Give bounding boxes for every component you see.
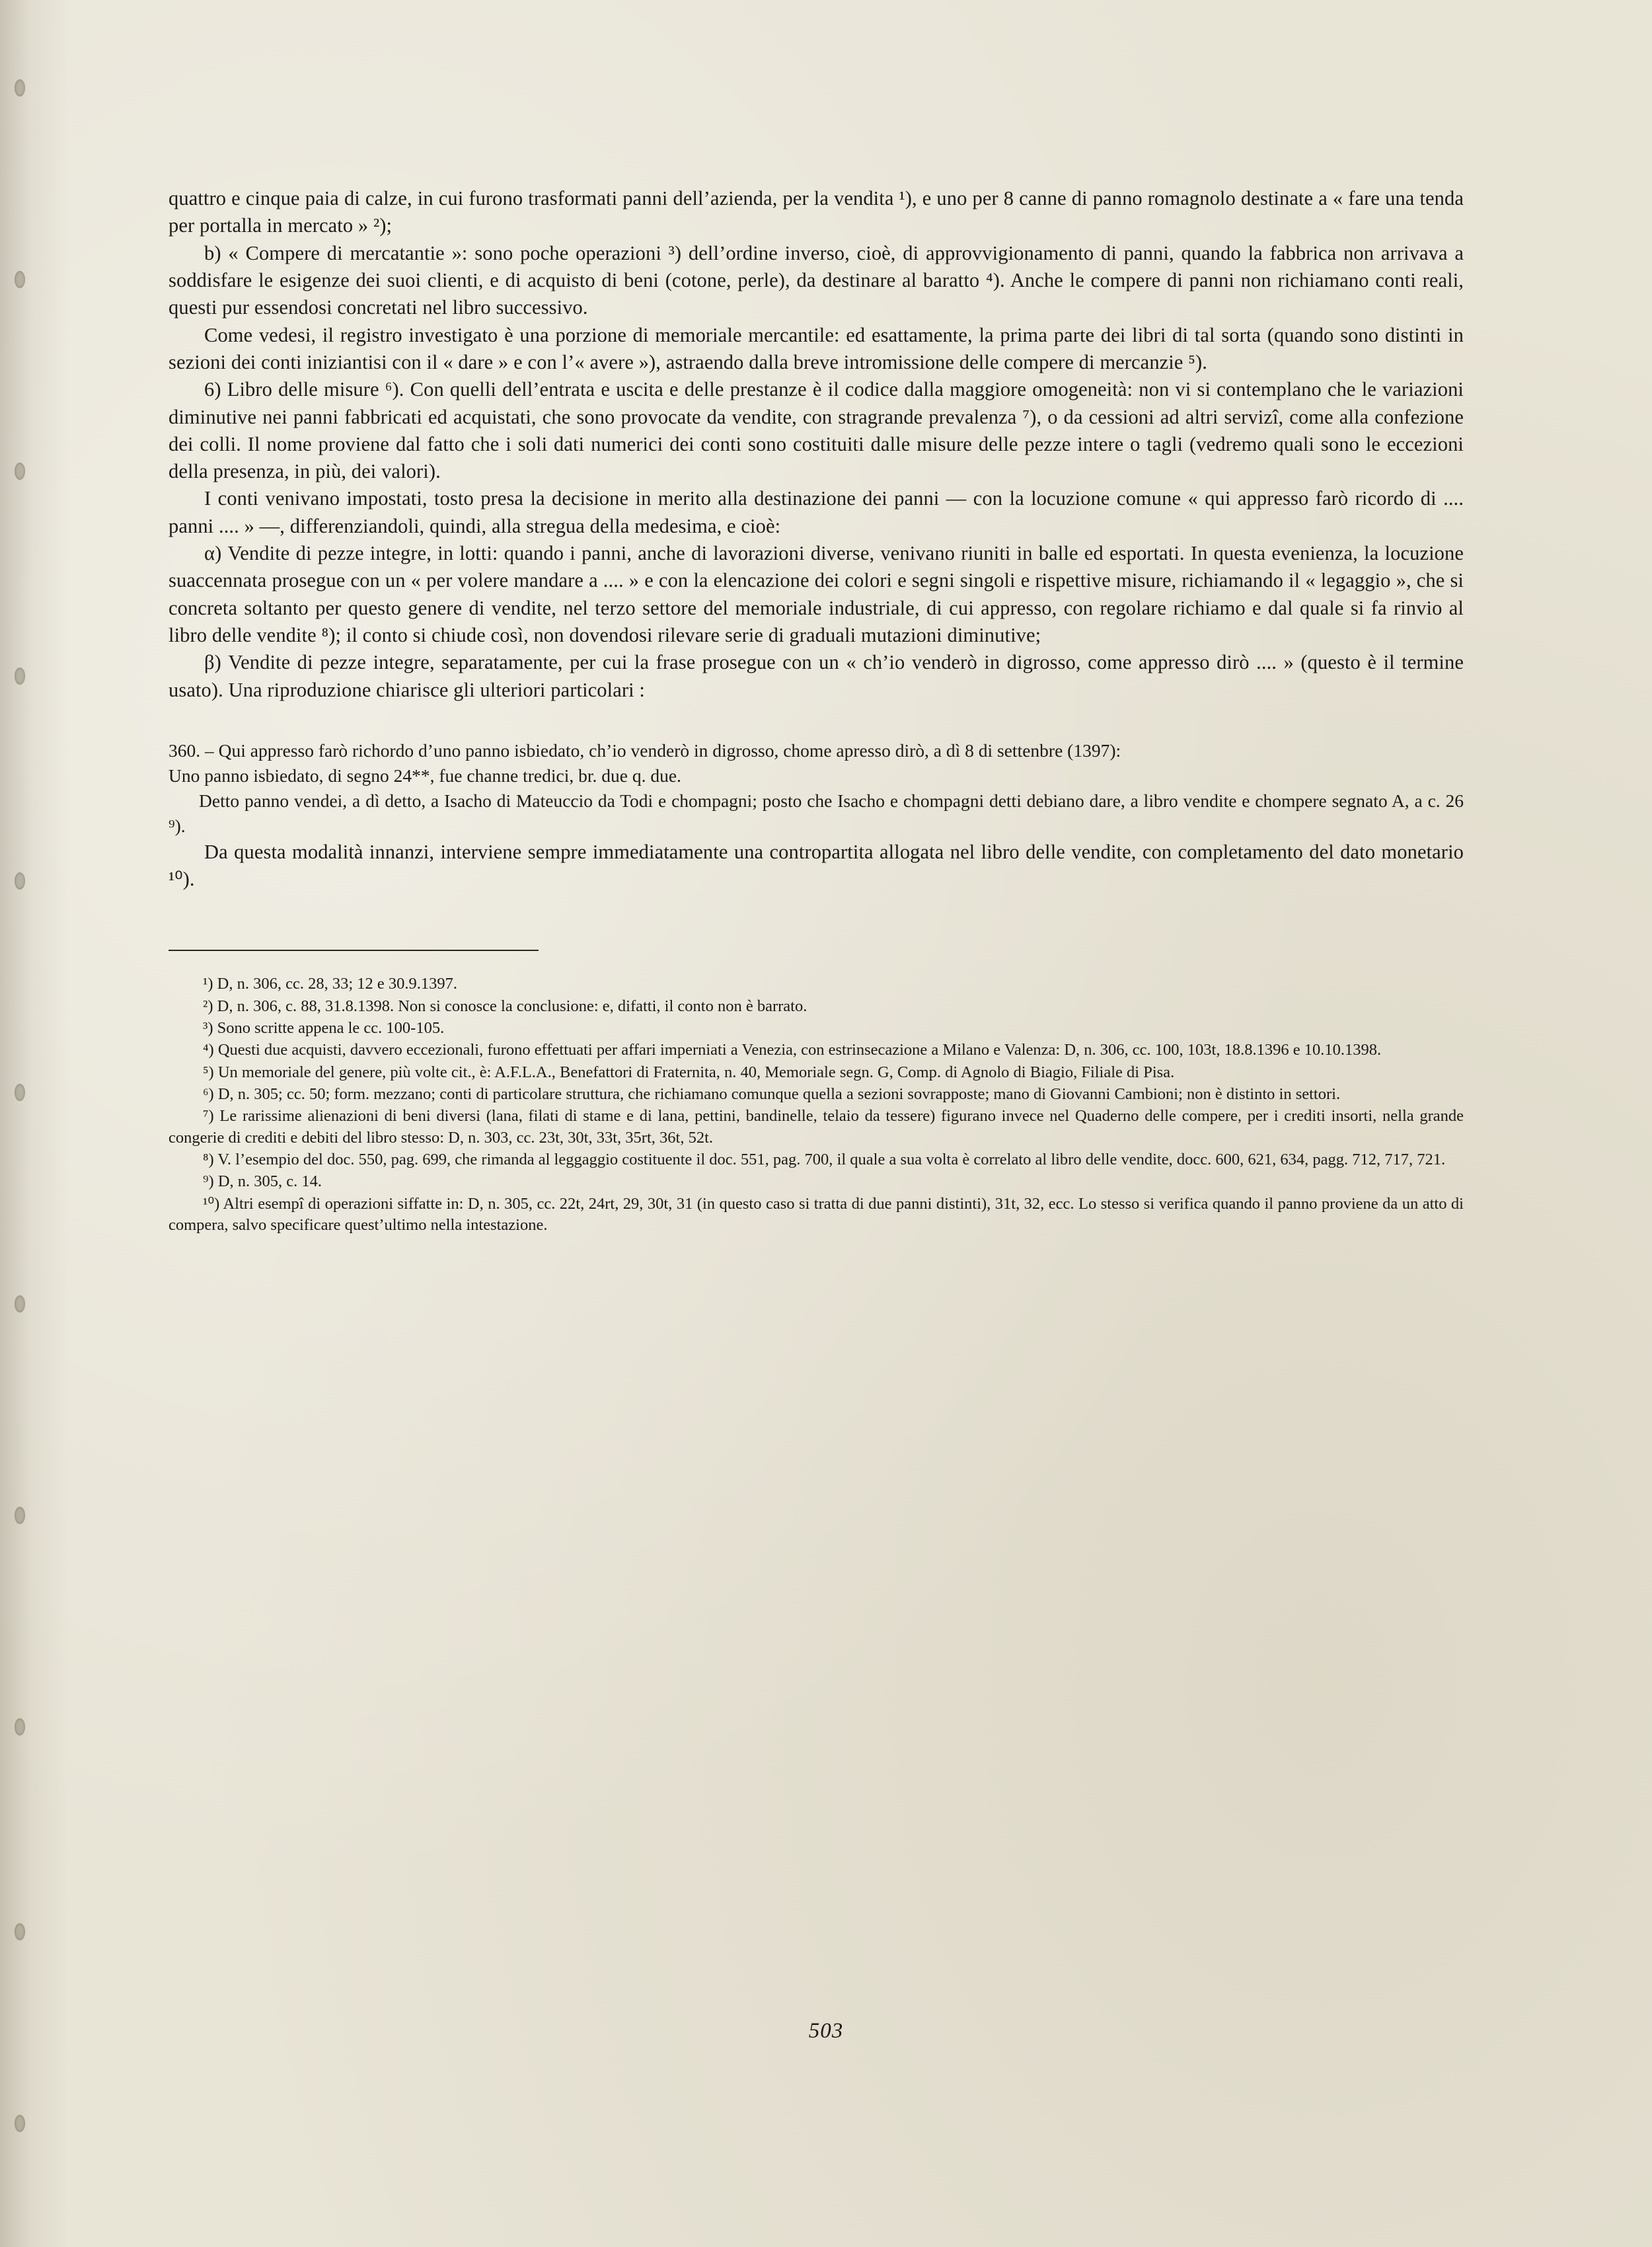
punch-hole	[15, 1295, 25, 1313]
paragraph-7: β) Vendite di pezze integre, separatamente, per cui la frase prosegue con un « ch’io venderò in digrosso, come appresso dirò .... » (questo è il termine usato). Una riproduzione chiarisce gli ulteriori particolari :	[169, 651, 1464, 701]
punch-hole	[15, 271, 25, 288]
footnotes-block	[169, 973, 1464, 1236]
page-number: 503	[808, 2019, 844, 2043]
footnote-separator-rule	[169, 950, 539, 951]
quote-line-2: Uno panno isbiedato, di segno 24**, fue channe tredici, br. due q. due.	[169, 765, 681, 786]
quote-line-3: Detto panno vendei, a dì detto, a Isacho di Mateuccio da Todi e chompagni; posto che Isacho e chompagni detti debiano dare, a libro vendite e chompere segnato A, a c. 26 ⁹).	[169, 790, 1464, 836]
paragraph-2: b) « Compere di mercatantie »: sono poche operazioni ³) dell’ordine inverso, cioè, di approvvigionamento di panni, quando la fabbrica non arrivava a soddisfare le esigenze dei suoi clienti, e di acquisto di beni (cotone, perle), da destinare al baratto ⁴). Anche le compere di panni non richiamano conti reali, questi pur essendosi concretati nel libro successivo.	[169, 241, 1464, 319]
punch-hole	[15, 1923, 25, 1940]
paragraph-after-quote: Da questa modalità innanzi, interviene sempre immediatamente una contropartita allogata nel libro delle vendite, con completamento del dato monetario ¹⁰).	[169, 840, 1464, 890]
footnote-9: ⁹) D, n. 305, c. 14.	[203, 1172, 322, 1191]
quote-line-1: 360. – Qui appresso farò richordo d’uno panno isbiedato, ch’io venderò in digrosso, chome apresso dirò, a dì 8 di settenbre (1397):	[169, 740, 1121, 761]
punch-hole	[15, 1718, 25, 1735]
footnote-6: ⁶) D, n. 305; cc. 50; form. mezzano; conti di particolare struttura, che richiamano comunque quella a sezioni sovrapposte; mano di Giovanni Cambioni; non è distinto in settori.	[203, 1085, 1341, 1103]
punch-hole	[15, 79, 25, 96]
paragraph-6: α) Vendite di pezze integre, in lotti: quando i panni, anche di lavorazioni diverse, venivano riuniti in balle ed esportati. In questa evenienza, la locuzione suaccennata prosegue con un « per volere mandare a .... » e con la elencazione dei colori e segni singoli e rispettive misure, richiamando il « legaggio », che si concreta soltanto per questo genere di vendite, nel terzo settore del memoriale industriale, di cui appresso, con regolare richiamo e dal quale si fa rinvio al libro delle vendite ⁸); il conto si chiude così, non dovendosi rilevare serie di graduali mutazioni diminutive;	[169, 542, 1464, 646]
page-content	[169, 185, 1464, 1237]
footnote-7: ⁷) Le rarissime alienazioni di beni diversi (lana, filati di stame e di lana, pettini, bandinelle, telaio da tessere) figurano invece nel Quaderno delle compere, per i crediti insorti, nella grande congerie di crediti e debiti del libro stesso: D, n. 303, cc. 23t, 30t, 33t, 35rt, 36t, 52t.	[169, 1107, 1464, 1147]
punch-hole	[15, 2115, 25, 2132]
transcribed-document-quote	[169, 738, 1464, 839]
footnote-3: ³) Sono scritte appena le cc. 100-105.	[203, 1018, 445, 1037]
punch-hole	[15, 463, 25, 480]
footnote-8: ⁸) V. l’esempio del doc. 550, pag. 699, che rimanda al leggaggio costituente il doc. 551, pag. 700, il quale a sua volta è correlato al libro delle vendite, docc. 600, 621, 634, pagg. 712, 717, 721.	[203, 1150, 1446, 1168]
footnote-5: ⁵) Un memoriale del genere, più volte cit., è: A.F.L.A., Benefattori di Fraternita, n. 40, Memoriale segn. G, Comp. di Agnolo di Biagio, Filiale di Pisa.	[203, 1063, 1175, 1081]
paragraph-3: Come vedesi, il registro investigato è una porzione di memoriale mercantile: ed esattamente, la prima parte dei libri di tal sorta (quando sono distinti in sezioni dei conti iniziantisi con il « dare » e con l’« avere »), astraendo dalla breve intromissione delle compere di mercanzie ⁵).	[169, 323, 1464, 373]
footnote-2: ²) D, n. 306, c. 88, 31.8.1398. Non si conosce la conclusione: e, difatti, il conto non è barrato.	[203, 997, 807, 1015]
footnote-10: ¹⁰) Altri esempî di operazioni siffatte in: D, n. 305, cc. 22t, 24rt, 29, 30t, 31 (in questo caso si tratta di due panni distinti), 31t, 32, ecc. Lo stesso si verifica quando il panno proviene da un atto di compera, salvo specificare quest’ultimo nella intestazione.	[169, 1194, 1464, 1234]
paragraph-1: quattro e cinque paia di calze, in cui furono trasformati panni dell’azienda, per la vendita ¹), e uno per 8 canne di panno romagnolo destinate a « fare una tenda per portalla in mercato » ²);	[169, 187, 1464, 237]
punch-hole	[15, 1507, 25, 1524]
punch-hole	[15, 1084, 25, 1101]
footnote-1: ¹) D, n. 306, cc. 28, 33; 12 e 30.9.1397.	[203, 975, 458, 993]
punch-hole	[15, 872, 25, 890]
footnote-4: ⁴) Questi due acquisti, davvero eccezionali, furono effettuati per affari imperniati a Venezia, con estrinsecazione a Milano e Valenza: D, n. 306, cc. 100, 103t, 18.8.1396 e 10.10.1398.	[203, 1041, 1382, 1059]
punch-hole	[15, 667, 25, 685]
binding-edge-shadow	[0, 0, 69, 2247]
paragraph-5: I conti venivano impostati, tosto presa la decisione in merito alla destinazione dei panni — con la locuzione comune « qui appresso farò ricordo di .... panni .... » —, differenziandoli, quindi, alla stregua della medesima, e cioè:	[169, 487, 1464, 537]
paragraph-4: 6) Libro delle misure ⁶). Con quelli dell’entrata e uscita e delle prestanze è il codice dalla maggiore omogeneità: non vi si contemplano che le variazioni diminutive nei panni fabbricati ed acquistati, che sono provocate da vendite, con stragrande prevalenza ⁷), o da cessioni ad altri servizî, come alla confezione dei colli. Il nome proviene dal fatto che i soli dati numerici dei conti sono costituiti dalle misure delle pezze intere o tagli (vedremo quali sono le eccezioni della presenza, in più, dei valori).	[169, 378, 1464, 483]
